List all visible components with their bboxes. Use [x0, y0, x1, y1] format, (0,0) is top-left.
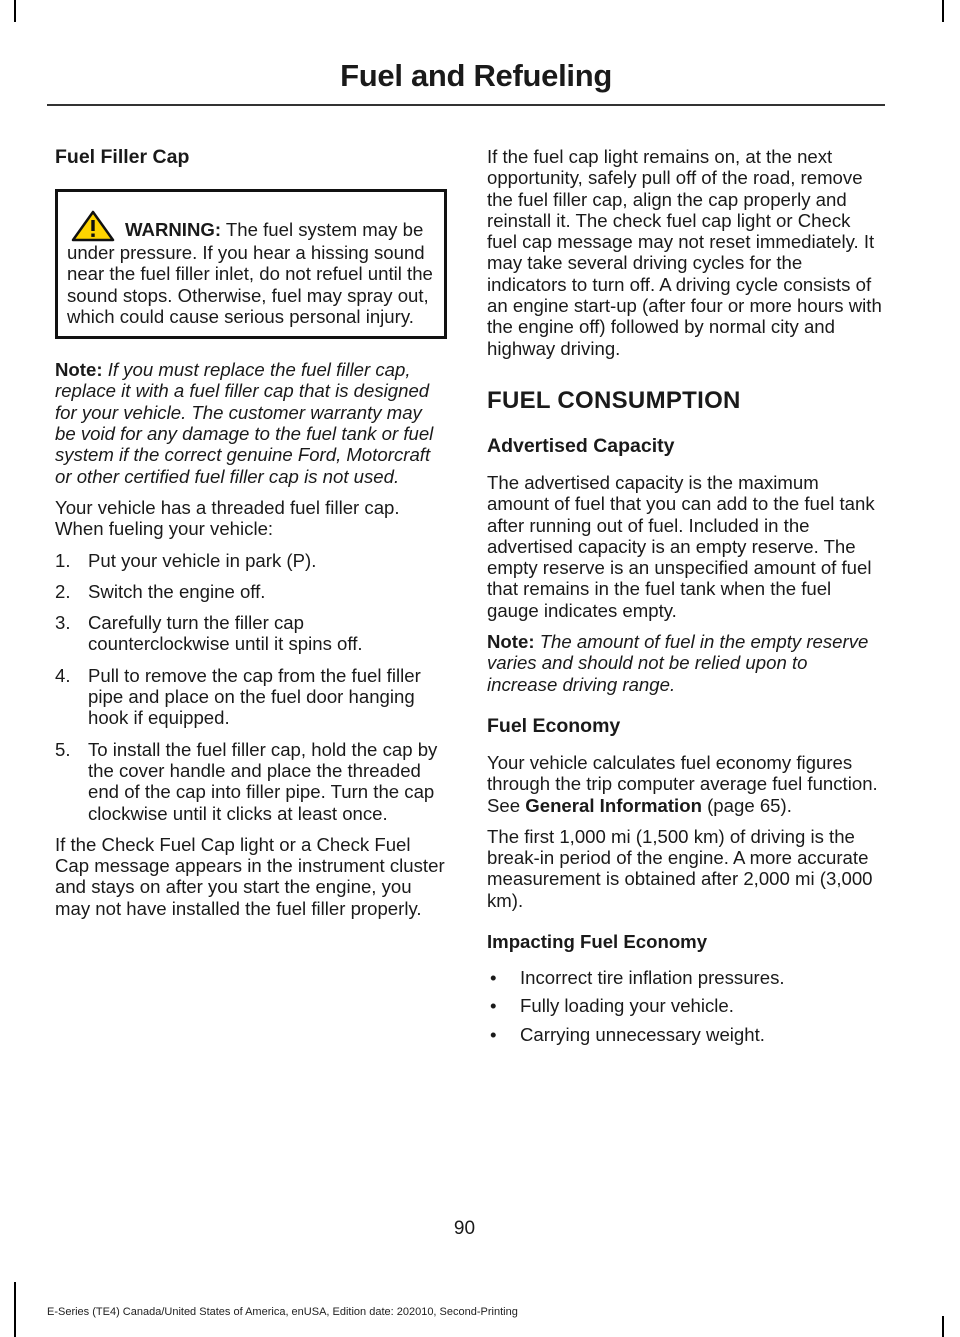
note-text: The amount of fuel in the empty reserve varies and should not be relied upon to increase driving range. [487, 631, 869, 695]
list-item: 1. Put your vehicle in park (P). [55, 549, 317, 571]
break-in-paragraph: The first 1,000 mi (1,500 km) of driving is the break-in period of the engine. A more accurate measurement is obtained after 2,000 mi (3,000 km). [487, 825, 873, 911]
page-title: Fuel and Refueling [340, 58, 612, 93]
fueling-steps-list [55, 550, 447, 824]
note-label: Note: [55, 359, 103, 381]
warning-triangle-icon [71, 210, 115, 242]
intro-paragraph: Your vehicle has a threaded fuel filler cap. When fueling your vehicle: [55, 496, 400, 540]
general-information-link[interactable]: General Information [525, 794, 702, 816]
list-item: • Incorrect tire inflation pressures. [490, 967, 785, 989]
list-item: 4. Pull to remove the cap from the fuel filler pipe and place on the fuel door hanging hook if equipped. [55, 664, 421, 729]
edition-footer: E-Series (TE4) Canada/United States of America, enUSA, Edition date: 202010, Second-Printing [47, 1306, 518, 1318]
list-item: • Carrying unnecessary weight. [490, 1023, 765, 1045]
list-item: • Fully loading your vehicle. [490, 995, 734, 1017]
advertised-capacity-heading: Advertised Capacity [487, 434, 675, 457]
list-item: 3. Carefully turn the filler cap counterclockwise until it spins off. [55, 612, 363, 655]
continued-paragraph: If the fuel cap light remains on, at the next opportunity, safely pull off of the road, remove the fuel filler cap, align the cap properly and reinstall it. The check fuel cap light or Check fuel cap message may not reset immediately. It may take several driving cycles for the indicators to turn off. A driving cycle consists of an engine start-up (after four or more hours with the engine off) followed by normal city and highway driving. [487, 146, 882, 359]
note-text: If you must replace the fuel filler cap, replace it with a fuel filler cap that is designed for your vehicle. The customer warranty may be void for any damage to the fuel tank or fuel system if the correct genuine Ford, Motorcraft or other certified fuel filler cap is not used. [55, 359, 434, 487]
note-label: Note: [487, 631, 535, 653]
warning-box [55, 189, 447, 339]
fuel-consumption-heading: FUEL CONSUMPTION [487, 386, 741, 414]
fuel-economy-heading: Fuel Economy [487, 714, 621, 737]
warning-label: WARNING: [125, 219, 222, 240]
impacting-factors-list [487, 967, 882, 1045]
impacting-fuel-economy-heading: Impacting Fuel Economy [487, 931, 708, 953]
crop-mark-bottom-left [14, 1282, 16, 1337]
advertised-note-paragraph [487, 631, 882, 695]
advertised-capacity-paragraph: The advertised capacity is the maximum amount of fuel that you can add to the fuel tank after running out of fuel. Included in the advertised capacity is an empty reserve. The empty reserve is an unspecified amount of fuel that remains in the fuel tank when the fuel gauge indicates empty. [487, 471, 875, 621]
list-item: 5. To install the fuel filler cap, hold the cap by the cover handle and place the threaded end of the cap into filler pipe. Turn the cap clockwise until it clicks at least once. [55, 738, 438, 824]
crop-mark-top-right [942, 0, 944, 22]
list-item: 2. Switch the engine off. [55, 580, 266, 602]
crop-mark-top-left [14, 0, 16, 22]
warning-text: The fuel system may be under pressure. If you hear a hissing sound near the fuel filler inlet, do not refuel until the sound stops. Otherwise, fuel may spray out, which could cause serious personal injury. [67, 219, 433, 327]
closing-paragraph: If the Check Fuel Cap light or a Check Fuel Cap message appears in the instrument cluster and stays on after you start the engine, you may not have installed the fuel filler properly. [55, 833, 445, 919]
fuel-economy-paragraph: Your vehicle calculates fuel economy figures through the trip computer average fuel function. See General Information (page 65). [487, 751, 878, 816]
page-number: 90 [453, 1218, 476, 1239]
crop-mark-bottom-right [942, 1316, 944, 1337]
left-column [55, 146, 447, 929]
section-heading-fuel-filler-cap: Fuel Filler Cap [55, 146, 190, 168]
note-paragraph [55, 359, 447, 487]
header-divider [47, 104, 885, 106]
right-column [487, 146, 882, 1052]
